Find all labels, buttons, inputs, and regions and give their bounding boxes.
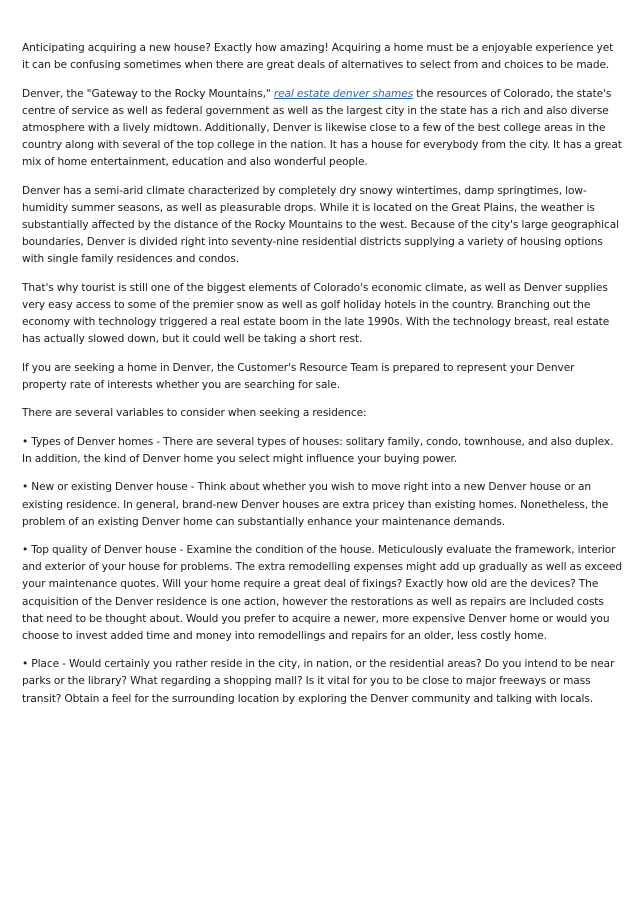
real-estate-denver-link[interactable]: real estate denver shames: [273, 87, 414, 100]
paragraph-resource-team: If you are seeking a home in Denver, the Customer's Resource Team is prepared to represent your Denver property rate of interests whether you are searching for sale.: [22, 361, 575, 391]
list-item-types: • Types of Denver homes - There are several types of houses: solitary family, condo, townhouse, and also duplex. In addition, the kind of Denver home you select might influence your buying power.: [22, 435, 614, 465]
paragraph-variables-intro: There are several variables to consider when seeking a residence:: [22, 407, 367, 420]
list-item-new-or-existing: • New or existing Denver house - Think about whether you wish to move right into a new Denver house or an existing residence. In general, brand-new Denver houses are extra pricey than existing homes. Nonetheless, the problem of an existing Denver home can substantially enhance your maintenance demands.: [22, 481, 609, 528]
document-page: [22, 40, 622, 719]
list-item-quality: • Top quality of Denver house - Examine the condition of the house. Meticulously evaluate the framework, interior and exterior of your house for problems. The extra remodelling expenses might add up gradually as well as exceed your maintenance quotes. Will your home require a great deal of fixings? Exactly how old are the devices? The acquisition of the Denver residence is one action, however the restorations as well as repairs are included costs that need to be thought about. Would you prefer to acquire a newer, more expensive Denver home or would you choose to invest added time and money into remodellings and repairs for an older, less costly home.: [22, 544, 623, 642]
list-item-place: • Place - Would certainly you rather reside in the city, in nation, or the residential areas? Do you intend to be near parks or the library? What regarding a shopping mall? Is it vital for you to be close to major freeways or mass transit? Obtain a feel for the surrounding location by exploring the Denver community and talking with locals.: [22, 658, 615, 705]
paragraph-text-before-link: Denver, the "Gateway to the Rocky Mountains,": [22, 87, 274, 100]
paragraph-denver-overview: [22, 86, 622, 171]
paragraph-text-after-link: the resources of Colorado, the state's centre of service as well as federal government as well as the largest city in the state has a rich and also diverse atmosphere with a lively midtown. Additionally, Denver is likewise close to a few of the best college areas in the country along with several of the top college in the nation. It has a house for everybody from the city. It has a great mix of home entertainment, education and also wonderful people.: [22, 87, 622, 169]
paragraph-intro: Anticipating acquiring a new house? Exactly how amazing! Acquiring a home must be a enjoyable experience yet it can be confusing sometimes when there are great deals of alternatives to select from and choices to be made.: [22, 42, 614, 72]
paragraph-climate: Denver has a semi-arid climate characterized by completely dry snowy wintertimes, damp springtimes, low-humidity summer seasons, as well as pleasurable drops. While it is located on the Great Plains, the weather is substantially affected by the distance of the Rocky Mountains to the west. Because of the city's large geographical boundaries, Denver is divided right into seventy-nine residential districts supplying a variety of housing options with single family residences and condos.: [22, 184, 619, 266]
paragraph-economy: That's why tourist is still one of the biggest elements of Colorado's economic climate, as well as Denver supplies very easy access to some of the premier snow as well as golf holiday hotels in the country. Branching out the economy with technology triggered a real estate boom in the late 1990s. With the technology breast, real estate has actually slowed down, but it could well be taking a short rest.: [22, 281, 610, 345]
